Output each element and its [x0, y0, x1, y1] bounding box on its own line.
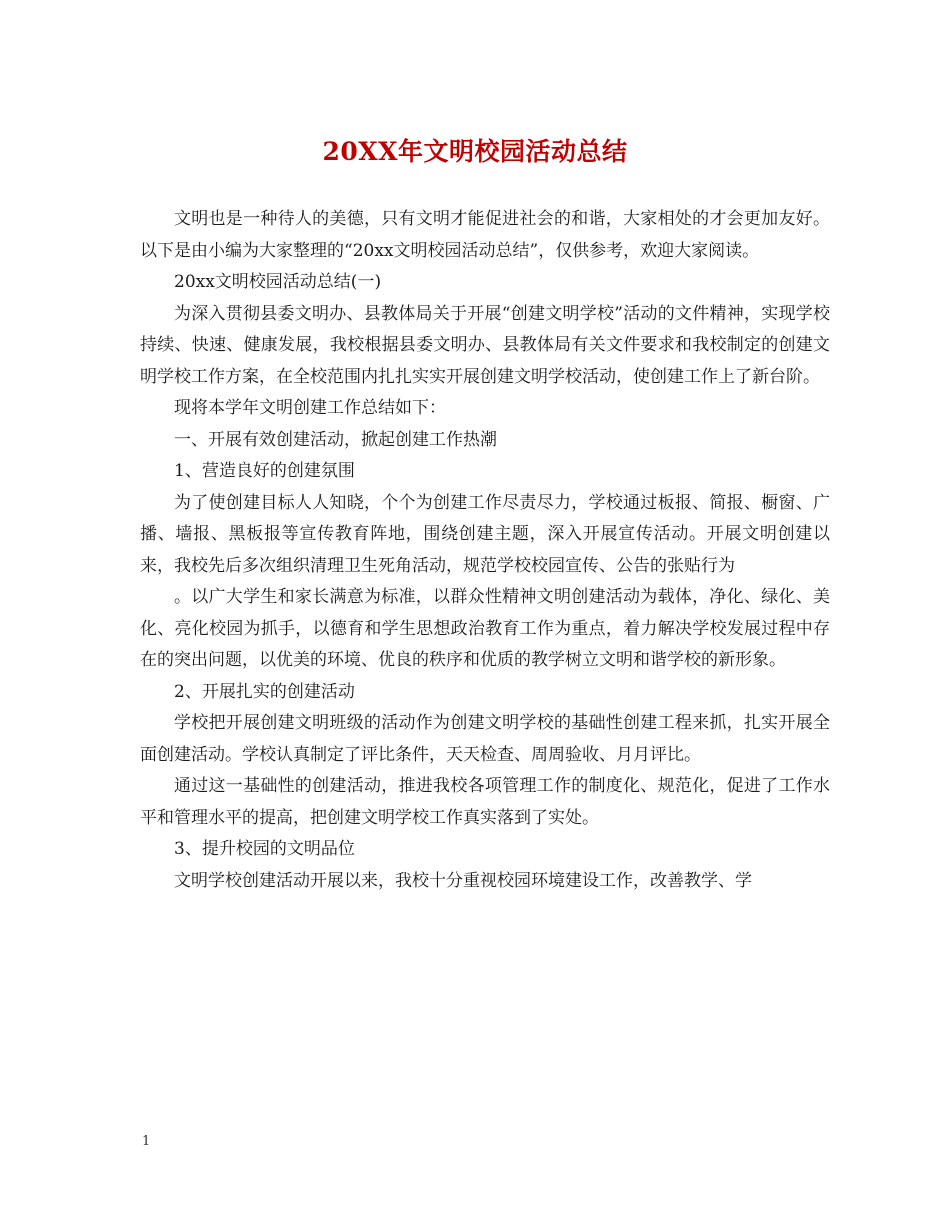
paragraph: 为深入贯彻县委文明办、县教体局关于开展“创建文明学校”活动的文件精神，实现学校持续、快速、健康发展，我校根据县委文明办、县教体局有关文件要求和我校制定的创建文明学校工作方案，在全校范围内扎扎实实开展创建文明学校活动，使创建工作上了新台阶。 — [140, 303, 830, 387]
paragraph: 文明学校创建活动开展以来，我校十分重视校园环境建设工作，改善教学、学 — [174, 870, 752, 891]
paragraph: 文明也是一种待人的美德，只有文明才能促进社会的和谐，大家相处的才会更加友好。以下是由小编为大家整理的“20xx文明校园活动总结”，仅供参考，欢迎大家阅读。 — [140, 209, 830, 261]
paragraph: 学校把开展创建文明班级的活动作为创建文明学校的基础性创建工程来抓，扎实开展全面创建活动。学校认真制定了评比条件，天天检查、周周验收、月月评比。 — [140, 713, 830, 765]
document-body — [140, 204, 830, 897]
subsection-heading: 2、开展扎实的创建活动 — [174, 681, 355, 702]
section-heading: 一、开展有效创建活动，掀起创建工作热潮 — [174, 429, 497, 450]
paragraph: 。以广大学生和家长满意为标准，以群众性精神文明创建活动为载体，净化、绿化、美化、亮化校园为抓手，以德育和学生思想政治教育工作为重点，着力解决学校发展过程中存在的突出问题，以优美的环境、优良的秩序和优质的教学树立文明和谐学校的新形象。 — [140, 587, 830, 670]
document-title: 20XX年文明校园活动总结 — [322, 137, 628, 166]
paragraph: 现将本学年文明创建工作总结如下： — [174, 398, 446, 418]
page-number: 1 — [142, 1134, 151, 1149]
paragraph: 为了使创建目标人人知晓，个个为创建工作尽责尽力，学校通过板报、简报、橱窗、广播、墙报、黑板报等宣传教育阵地，围绕创建主题，深入开展宣传活动。开展文明创建以来，我校先后多次组织清理卫生死角活动，规范学校校园宣传、公告的张贴行为 — [140, 492, 830, 576]
subsection-heading: 1、营造良好的创建氛围 — [174, 461, 355, 481]
paragraph: 通过这一基础性的创建活动，推进我校各项管理工作的制度化、规范化，促进了工作水平和管理水平的提高，把创建文明学校工作真实落到了实处。 — [140, 776, 830, 828]
paragraph: 20xx文明校园活动总结(一) — [174, 272, 382, 292]
subsection-heading: 3、提升校园的文明品位 — [174, 839, 355, 859]
